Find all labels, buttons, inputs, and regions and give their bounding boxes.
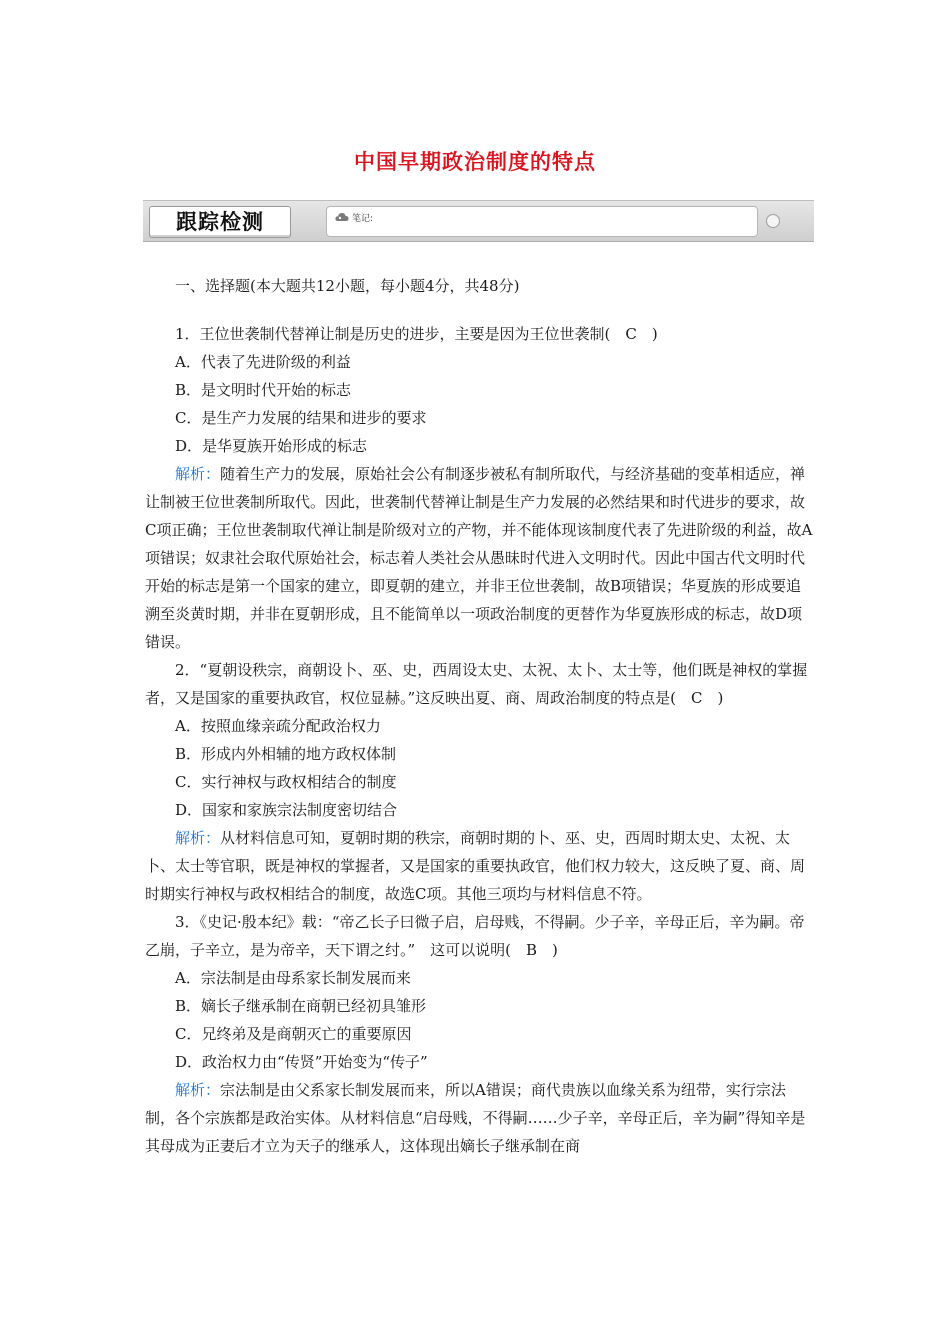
note-input[interactable]	[326, 206, 758, 237]
section-header: 一、选择题(本大题共12小题，每小题4分，共48分)	[175, 277, 520, 295]
question-stem: 1．王位世袭制代替禅让制是历史的进步，主要是因为王位世袭制( C )	[175, 325, 658, 343]
note-label: 笔记:	[352, 214, 374, 224]
analysis-text: 从材料信息可知，夏朝时期的秩宗，商朝时期的卜、巫、史，西周时期太史、太祝、太卜、太士等官职，既是神权的掌握者，又是国家的重要执政官，他们权力较大，这反映了夏、商、周时期实行神权与政权相结合的制度，故选C项。其他三项均与材料信息不符。	[145, 829, 806, 903]
banner-label: 跟踪检测	[149, 206, 291, 238]
question-stem: 3．《史记·殷本纪》载：“帝乙长子曰微子启，启母贱，不得嗣。少子辛，辛母正后，辛为嗣。帝乙崩，子辛立，是为帝辛，天下谓之纣。” 这可以说明( B )	[145, 913, 805, 959]
option-b: B．嫡长子继承制在商朝已经初具雏形	[175, 997, 427, 1015]
analysis-paragraph	[145, 460, 813, 656]
analysis-label: 解析：	[175, 1081, 221, 1099]
option-a: A．按照血缘亲疏分配政治权力	[175, 717, 381, 735]
option-a: A．代表了先进阶级的利益	[175, 353, 351, 371]
option-d: D．政治权力由“传贤”开始变为“传子”	[175, 1053, 428, 1071]
tracking-banner	[143, 200, 814, 242]
page-title: 中国早期政治制度的特点	[354, 150, 596, 174]
question-stem: 2．“夏朝设秩宗，商朝设卜、巫、史，西周设太史、太祝、太卜、太士等，他们既是神权的掌握者，又是国家的重要执政官，权位显赫。”这反映出夏、商、周政治制度的特点是( C )	[145, 661, 808, 707]
pen-icon[interactable]	[766, 214, 780, 228]
option-c: C．兄终弟及是商朝灭亡的重要原因	[175, 1025, 412, 1043]
cloud-icon	[335, 212, 349, 222]
option-c: C．实行神权与政权相结合的制度	[175, 773, 397, 791]
option-b: B．是文明时代开始的标志	[175, 381, 352, 399]
option-b: B．形成内外相辅的地方政权体制	[175, 745, 397, 763]
analysis-label: 解析：	[175, 465, 221, 483]
analysis-text: 宗法制是由父系家长制发展而来，所以A错误；商代贵族以血缘关系为纽带，实行宗法制，各个宗族都是政治实体。从材料信息“启母贱，不得嗣……少子辛，辛母正后，辛为嗣”得知辛是其母成为正妻后才立为天子的继承人，这体现出嫡长子继承制在商	[145, 1081, 806, 1155]
option-a: A．宗法制是由母系家长制发展而来	[175, 969, 411, 987]
analysis-label: 解析：	[175, 829, 221, 847]
question-content	[145, 272, 813, 1160]
analysis-text: 随着生产力的发展，原始社会公有制逐步被私有制所取代，与经济基础的变革相适应，禅让制被王位世袭制所取代。因此，世袭制代替禅让制是生产力发展的必然结果和时代进步的要求，故C项正确；王位世袭制取代禅让制是阶级对立的产物，并不能体现该制度代表了先进阶级的利益，故A项错误；奴隶社会取代原始社会，标志着人类社会从愚昧时代进入文明时代。因此中国古代文明时代开始的标志是第一个国家的建立，即夏朝的建立，并非王位世袭制，故B项错误；华夏族的形成要追溯至炎黄时期，并非在夏朝形成，且不能简单以一项政治制度的更替作为华夏族形成的标志，故D项错误。	[145, 465, 813, 651]
option-d: D．国家和家族宗法制度密切结合	[175, 801, 398, 819]
option-d: D．是华夏族开始形成的标志	[175, 437, 368, 455]
analysis-paragraph	[145, 1076, 813, 1160]
option-c: C．是生产力发展的结果和进步的要求	[175, 409, 427, 427]
analysis-paragraph	[145, 824, 813, 908]
